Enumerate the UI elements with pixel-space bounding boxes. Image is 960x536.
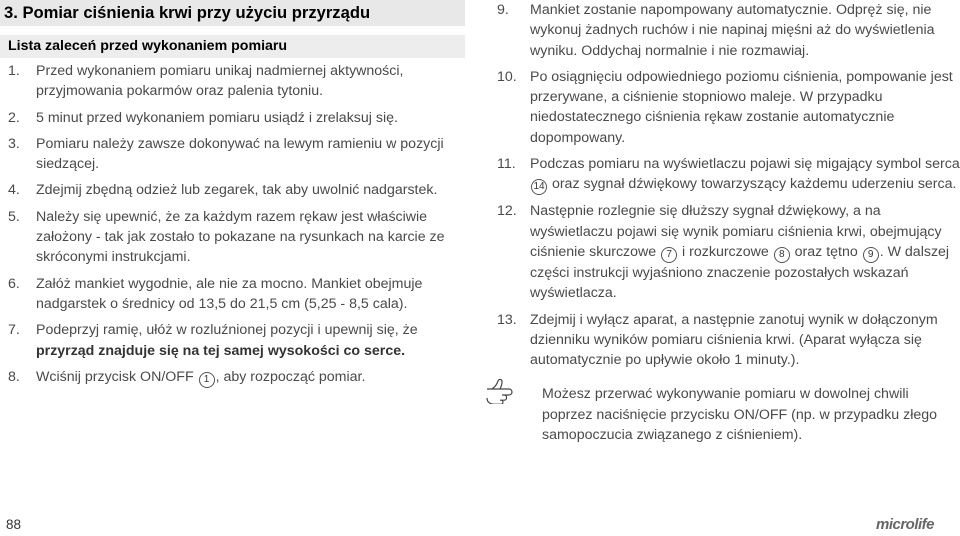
- step-text: i rozkurczowe: [678, 243, 773, 260]
- note: [497, 384, 960, 445]
- step-text: Podczas pomiaru na wyświetlaczu pojawi się migający symbol serca: [530, 156, 960, 173]
- systolic-symbol-ref: 7: [661, 247, 677, 263]
- step-number: 10.: [497, 68, 517, 85]
- checklist-title: Lista zaleceń przed wykonaniem pomiaru: [0, 35, 465, 58]
- step-item: [497, 201, 960, 303]
- item-number: 2.: [8, 109, 20, 126]
- heart-symbol-ref: 14: [531, 179, 547, 195]
- checklist-item: [0, 180, 465, 200]
- step-number: 12.: [497, 203, 517, 220]
- item-number: 7.: [8, 322, 20, 339]
- brand-logo: microlife: [876, 516, 935, 533]
- checklist-item: [0, 207, 465, 268]
- item-number: 8.: [8, 368, 20, 385]
- right-column: [497, 0, 960, 445]
- checklist-item: [0, 320, 465, 361]
- checklist-item: [0, 134, 465, 175]
- onoff-button-symbol: 1: [199, 372, 215, 388]
- step-text: Zdejmij i wyłącz aparat, a następnie zanotuj wynik w dołączonym dzienniku wyników pomiaru ciśnienia krwi. (Aparat wyłącza się automatycznie po upływie około 1 minuty.).: [530, 311, 938, 369]
- diastolic-symbol-ref: 8: [774, 247, 790, 263]
- step-text: Mankiet zostanie napompowany automatycznie. Odpręż się, nie wykonuj żadnych ruchów i nie napinaj mięśni aż do wyświetlenia wyniku. Oddychaj normalnie i nie rozmawiaj.: [530, 2, 935, 59]
- pulse-symbol-ref: 9: [863, 247, 879, 263]
- item-text: Załóż mankiet wygodnie, ale nie za mocno. Mankiet obejmuje nadgarstek o średnicy od 13,5 do 21,5 cm (5,25 - 8,5 cala).: [36, 275, 423, 312]
- checklist-item: [0, 108, 465, 128]
- pointing-hand-icon: [485, 378, 525, 404]
- checklist-item: [0, 274, 465, 315]
- checklist: [0, 61, 465, 388]
- steps-list: [497, 0, 960, 370]
- left-column: [0, 0, 465, 388]
- step-number: 9.: [497, 2, 509, 18]
- page-number: 88: [6, 517, 22, 532]
- item-number: 6.: [8, 275, 20, 292]
- item-text: Podeprzyj ramię, ułóż w rozluźnionej pozycji i upewnij się, że: [36, 322, 418, 339]
- step-text: Następnie rozlegnie się dłuższy sygnał dźwiękowy, a na wyświetlaczu pojawi się wynik pomiaru ciśnienia krwi, obejmujący ciśnienie skurczowe: [530, 203, 942, 260]
- checklist-item: [0, 61, 465, 102]
- item-number: 3.: [8, 135, 20, 152]
- item-text: Należy się upewnić, że za każdym razem rękaw jest właściwie założony - tak jak zostało to pokazane na rysunkach na karcie ze skróconymi instrukcjami.: [36, 208, 445, 266]
- step-text: Po osiągnięciu odpowiedniego poziomu ciśnienia, pompowanie jest przerywane, a ciśnienie stopniowo maleje. W przypadku niedostatecznego ciśnienia rękaw zostanie automatycznie dopompowany.: [530, 68, 953, 146]
- item-text: Zdejmij zbędną odzież lub zegarek, tak aby uwolnić nadgarstek.: [36, 182, 438, 199]
- checklist-item: [0, 367, 465, 388]
- step-text: oraz tętno: [790, 243, 862, 260]
- step-number: 11.: [497, 156, 516, 173]
- step-text: oraz sygnał dźwiękowy towarzyszący każdemu uderzeniu serca.: [548, 176, 957, 193]
- note-text: Możesz przerwać wykonywanie pomiaru w dowolnej chwili poprzez naciśnięcie przycisku ON/OFF (np. w przypadku złego samopoczucia związanego z ciśnieniem).: [542, 386, 938, 444]
- step-text: . W dalszej części instrukcji wyjaśniono znaczenie pozostałych wskazań wyświetlacza.: [530, 243, 950, 302]
- item-text: Pomiaru należy zawsze dokonywać na lewym ramieniu w pozycji siedzącej.: [36, 135, 444, 173]
- item-number: 4.: [8, 182, 20, 199]
- step-item: [497, 154, 960, 195]
- item-text: Przed wykonaniem pomiaru unikaj nadmiernej aktywności, przyjmowania pokarmów oraz palenia tytoniu.: [36, 63, 404, 100]
- step-item: [497, 0, 960, 61]
- item-number: 5.: [8, 208, 20, 225]
- item-number: 1.: [8, 63, 20, 79]
- step-item: [497, 310, 960, 371]
- item-text: 5 minut przed wykonaniem pomiaru usiądź i zrelaksuj się.: [36, 109, 398, 126]
- step-number: 13.: [497, 311, 517, 328]
- step-item: [497, 67, 960, 148]
- item-text-bold: przyrząd znajduje się na tej samej wysokości co serce.: [36, 342, 406, 359]
- item-text: , aby rozpocząć pomiar.: [215, 368, 366, 385]
- section-title: 3. Pomiar ciśnienia krwi przy użyciu przyrządu: [0, 0, 465, 26]
- item-text: Wciśnij przycisk ON/OFF: [36, 368, 198, 385]
